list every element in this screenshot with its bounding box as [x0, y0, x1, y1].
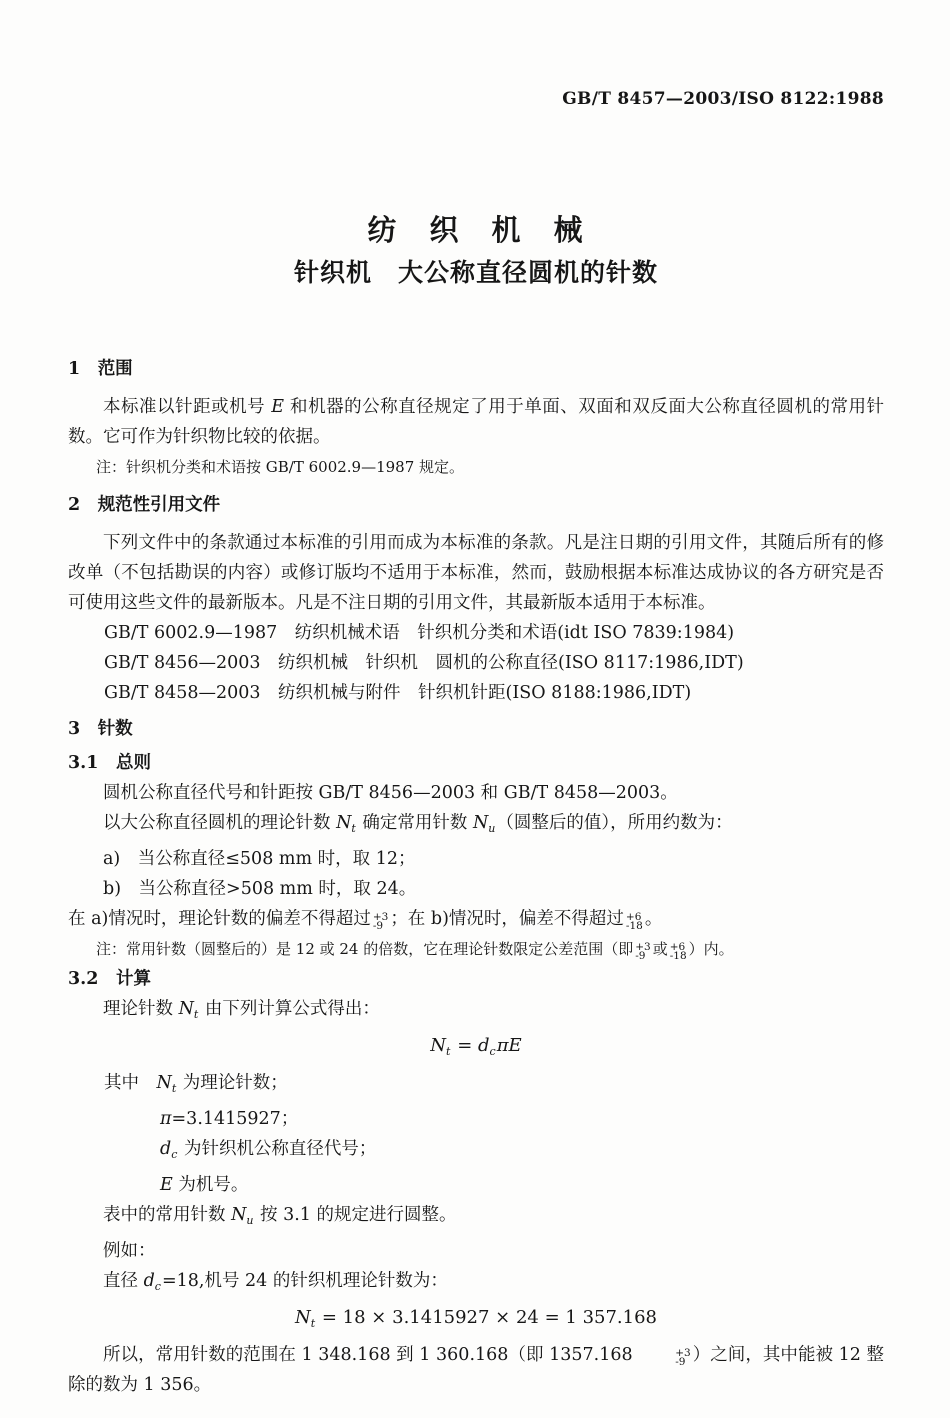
section-1-heading — [68, 354, 884, 384]
section-3-2-title: 计算 — [115, 969, 151, 989]
doc-title-line-1: 纺 织 机 械 — [367, 213, 585, 247]
reference-item-3: GB/T 8458—2003 纺织机械与附件 针织机针距(ISO 8188:1986,IDT) — [104, 683, 692, 703]
section-2-heading — [68, 490, 884, 520]
section-3-heading — [68, 714, 884, 744]
section-3-1-note: 注：常用针数（圆整后的）是 12 或 24 的倍数，它在理论针数限定公差范围（即 +3 -9 或 +6 -18 ）内。 — [96, 940, 734, 962]
doc-title-line-2: 针织机 大公称直径圆机的针数 — [293, 258, 658, 287]
section-3-1-paragraph-2: 以大公称直径圆机的理论针数 $N_t$ 确定常用针数 $N_u$（圆整后的值），所用约数为： — [103, 813, 733, 835]
section-2-number: 2 — [68, 495, 81, 515]
section-3-1-paragraph-1: 圆机公称直径代号和针距按 GB/T 8456—2003 和 GB/T 8458—2003。 — [103, 783, 678, 803]
formula-example-calculation: $N_t = 18 \times 3.1415927 \times 24 = 1$ 357.168 — [294, 1307, 658, 1330]
formula-theoretical-needle-count: $N_t = d_c\pi E$ — [430, 1035, 522, 1058]
section-1-number: 1 — [68, 359, 81, 379]
where-clause-nt: 其中 $N_t$ 为理论针数； — [104, 1073, 288, 1095]
where-clause-pi: π=3.1415927； — [160, 1109, 299, 1129]
example-conclusion: 所以，常用针数的范围在 1 348.168 到 1 360.168（即 1357.168 +3 -9 ）之间，其中能被 12 整除的数为 1 356。 — [68, 1345, 884, 1395]
section-3-1-heading — [68, 748, 884, 778]
example-setup: 直径 $d_c=18$,机号 24 的针织机理论针数为： — [103, 1271, 448, 1293]
section-2-title: 规范性引用文件 — [97, 495, 221, 515]
standard-number: GB/T 8457—2003/ISO 8122:1988 — [562, 89, 884, 109]
section-1-note: 注：针织机分类和术语按 GB/T 6002.9—1987 规定。 — [96, 458, 465, 476]
example-label: 例如： — [103, 1241, 156, 1261]
section-3-title: 针数 — [97, 719, 133, 739]
section-1-title: 范围 — [97, 359, 133, 379]
section-3-2-paragraph-1: 理论针数 $N_t$ 由下列计算公式得出： — [103, 999, 380, 1021]
section-3-1-paragraph-3: 在 a)情况时，理论针数的偏差不得超过 +3 -9 ；在 b)情况时，偏差不得超过 +6 -18 。 — [68, 909, 663, 932]
reference-item-2: GB/T 8456—2003 纺织机械 针织机 圆机的公称直径(ISO 8117:1986,IDT) — [104, 653, 744, 673]
list-item-b: b) 当公称直径>508 mm 时，取 24。 — [103, 879, 417, 899]
section-3-1-number: 3.1 — [68, 753, 99, 773]
section-2-paragraph: 下列文件中的条款通过本标准的引用而成为本标准的条款。凡是注日期的引用文件，其随后所有的修改单（不包括勘误的内容）或修订版均不适用于本标准，然而，鼓励根据本标准达成协议的各方研究是否可使用这些文件的最新版本。凡是不注日期的引用文件，其最新版本适用于本标准。 — [68, 533, 884, 613]
reference-item-1: GB/T 6002.9—1987 纺织机械术语 针织机分类和术语(idt ISO 7839:1984) — [104, 623, 735, 643]
list-item-a: a) 当公称直径≤508 mm 时，取 12； — [103, 849, 416, 869]
section-3-number: 3 — [68, 719, 81, 739]
section-3-1-title: 总则 — [115, 753, 151, 773]
section-3-2-paragraph-2: 表中的常用针数 $N_u$ 按 3.1 的规定进行圆整。 — [103, 1205, 457, 1227]
section-3-2-number: 3.2 — [68, 969, 99, 989]
section-1-paragraph: 本标准以针距或机号 E 和机器的公称直径规定了用于单面、双面和双反面大公称直径圆机的常用针数。它可作为针织物比较的依据。 — [68, 397, 885, 447]
where-clause-dc: $d_c$ 为针织机公称直径代号； — [160, 1139, 377, 1161]
where-clause-e: E 为机号。 — [160, 1175, 249, 1195]
section-3-2-heading — [68, 964, 884, 994]
